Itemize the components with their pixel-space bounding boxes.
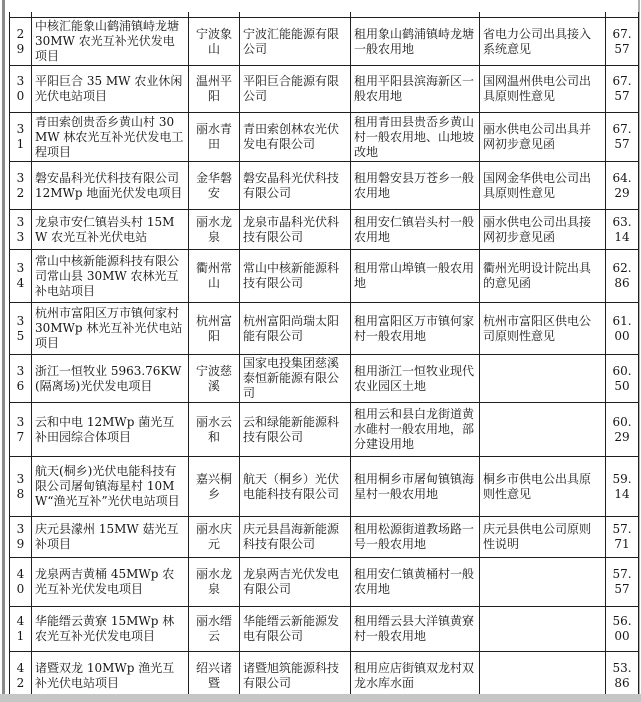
table-row	[10, 210, 639, 250]
region-cell: 丽水缙云	[189, 607, 240, 652]
land-use-cell: 租用应店街镇双龙村双龙水库水面	[351, 652, 480, 700]
land-use-cell: 租用云和县白龙街道黄水碓村一般农用地，部分建设用地	[351, 403, 480, 457]
table-row	[10, 457, 639, 517]
score-cell: 57.71	[606, 517, 639, 558]
project-name-cell: 诸暨双龙 10MWp 渔光互补光伏电站项目	[32, 652, 189, 700]
table-row	[10, 652, 639, 700]
row-number-cell: 42	[10, 652, 32, 700]
row-number-cell: 30	[10, 66, 32, 113]
pv-project-ranking-table	[9, 12, 639, 700]
company-cell: 庆元县昌海新能源科技有限公司	[240, 517, 351, 558]
company-cell: 云和绿能新能源科技有限公司	[240, 403, 351, 457]
project-name-cell: 龙泉市安仁镇岩头村 15MW 农光互补光伏电站	[32, 210, 189, 250]
table-row	[10, 558, 639, 607]
grid-opinion-cell: 国网金华供电公司出具原则性意见	[480, 162, 606, 210]
table-row	[10, 18, 639, 66]
table-row	[10, 607, 639, 652]
project-name-cell: 龙泉两吉黄桶 45MWp 农光互补光伏发电项目	[32, 558, 189, 607]
land-use-cell: 租用安仁镇岩头村一般农用地	[351, 210, 480, 250]
score-cell: 59.14	[606, 457, 639, 517]
table-row	[10, 355, 639, 403]
score-cell: 62.86	[606, 250, 639, 303]
score-cell: 60.29	[606, 403, 639, 457]
region-cell: 绍兴诸暨	[189, 652, 240, 700]
company-cell: 国家电投集团慈溪泰恒新能源有限公司	[240, 355, 351, 403]
score-cell: 67.57	[606, 113, 639, 162]
project-name-cell: 平阳巨合 35 MW 农业休闲光伏电站项目	[32, 66, 189, 113]
project-name-cell: 华能缙云黄寮 15MWp 林农光互补光伏发电项目	[32, 607, 189, 652]
grid-opinion-cell: 丽水供电公司出具接网初步意见函	[480, 210, 606, 250]
region-cell: 宁波慈溪	[189, 355, 240, 403]
project-name-cell: 云和中电 12MWp 菌光互补田园综合体项目	[32, 403, 189, 457]
grid-opinion-cell	[480, 652, 606, 700]
score-cell: 56.00	[606, 607, 639, 652]
region-cell: 宁波象山	[189, 18, 240, 66]
score-cell: 53.86	[606, 652, 639, 700]
land-use-cell: 租用安仁镇黄桶村一般农用地	[351, 558, 480, 607]
region-cell: 丽水庆元	[189, 517, 240, 558]
land-use-cell: 租用象山鹤浦镇峙龙塘一般农用地	[351, 18, 480, 66]
grid-opinion-cell: 丽水供电公司出具并网初步意见函	[480, 113, 606, 162]
score-cell: 63.14	[606, 210, 639, 250]
table-row	[10, 303, 639, 355]
grid-opinion-cell: 庆元县供电公司原则性说明	[480, 517, 606, 558]
grid-opinion-cell	[480, 607, 606, 652]
grid-opinion-cell: 杭州市富阳区供电公司原则性意见	[480, 303, 606, 355]
region-cell: 杭州富阳	[189, 303, 240, 355]
grid-opinion-cell	[480, 355, 606, 403]
row-number-cell: 37	[10, 403, 32, 457]
row-number-cell: 32	[10, 162, 32, 210]
company-cell: 磐安晶科光伏科技有限公司	[240, 162, 351, 210]
project-name-cell: 航天(桐乡)光伏电能科技有限公司屠甸镇海星村 10MW“渔光互补”光伏电站项目	[32, 457, 189, 517]
row-number-cell: 34	[10, 250, 32, 303]
project-name-cell: 浙江一恒牧业 5963.76KW(隔离场)光伏发电项目	[32, 355, 189, 403]
region-cell: 丽水龙泉	[189, 210, 240, 250]
project-name-cell: 杭州市富阳区万市镇何家村 30MWp 林光互补光伏电站项目	[32, 303, 189, 355]
table-body	[10, 12, 639, 700]
page-edge-bottom	[0, 694, 641, 702]
row-number-cell: 35	[10, 303, 32, 355]
land-use-cell: 租用青田县贵岙乡黄山村一般农用地、山地坡改地	[351, 113, 480, 162]
grid-opinion-cell: 国网温州供电公司出具原则性意见	[480, 66, 606, 113]
land-use-cell: 租用松源街道教场路一号一般农用地	[351, 517, 480, 558]
land-use-cell: 租用浙江一恒牧业现代农业园区土地	[351, 355, 480, 403]
project-name-cell: 磐安晶科光伏科技有限公司 12MWp 地面光伏发电项目	[32, 162, 189, 210]
table-row	[10, 162, 639, 210]
grid-opinion-cell	[480, 403, 606, 457]
company-cell: 华能缙云新能源发电有限公司	[240, 607, 351, 652]
region-cell: 温州平阳	[189, 66, 240, 113]
grid-opinion-cell: 衢州光明设计院出具的意见函	[480, 250, 606, 303]
score-cell: 64.29	[606, 162, 639, 210]
region-cell: 嘉兴桐乡	[189, 457, 240, 517]
row-number-cell: 39	[10, 517, 32, 558]
company-cell: 诸暨旭筑能源科技有限公司	[240, 652, 351, 700]
company-cell: 龙泉市晶科光伏科技有限公司	[240, 210, 351, 250]
grid-opinion-cell	[480, 558, 606, 607]
grid-opinion-cell: 桐乡市供电公出具原则性意见	[480, 457, 606, 517]
project-name-cell: 常山中核新能源科技有限公司常山县 30MW 农林光互补电站项目	[32, 250, 189, 303]
row-number-cell: 36	[10, 355, 32, 403]
table-row	[10, 403, 639, 457]
project-name-cell: 中核汇能象山鹤浦镇峙龙塘 30MW 农光互补光伏发电项目	[32, 18, 189, 66]
land-use-cell: 租用桐乡市屠甸镇镇海星村一般农用地	[351, 457, 480, 517]
table-row	[10, 66, 639, 113]
land-use-cell: 租用富阳区万市镇何家村一般农用地	[351, 303, 480, 355]
score-cell: 67.57	[606, 66, 639, 113]
row-number-cell: 38	[10, 457, 32, 517]
score-cell: 60.50	[606, 355, 639, 403]
project-name-cell: 青田索创贵岙乡黄山村 30MW 林农光互补光伏发电工程项目	[32, 113, 189, 162]
region-cell: 金华磐安	[189, 162, 240, 210]
project-name-cell: 庆元县濛州 15MW 菇光互补项目	[32, 517, 189, 558]
table-row	[10, 250, 639, 303]
row-number-cell: 41	[10, 607, 32, 652]
grid-opinion-cell: 省电力公司出具接入系统意见	[480, 18, 606, 66]
row-number-cell: 33	[10, 210, 32, 250]
land-use-cell: 租用缙云县大洋镇黄寮村一般农用地	[351, 607, 480, 652]
company-cell: 航天（桐乡）光伏电能科技有限公司	[240, 457, 351, 517]
row-number-cell: 29	[10, 18, 32, 66]
row-number-cell: 40	[10, 558, 32, 607]
region-cell: 衢州常山	[189, 250, 240, 303]
company-cell: 青田索创林农光伏发电有限公司	[240, 113, 351, 162]
land-use-cell: 租用平阳县滨海新区一般农用地	[351, 66, 480, 113]
table-row	[10, 517, 639, 558]
page-edge-shadow-left	[2, 0, 5, 694]
score-cell: 57.57	[606, 558, 639, 607]
company-cell: 宁波汇能能源有限公司	[240, 18, 351, 66]
score-cell: 61.00	[606, 303, 639, 355]
score-cell: 67.57	[606, 18, 639, 66]
company-cell: 龙泉两吉光伏发电有限公司	[240, 558, 351, 607]
company-cell: 杭州富阳尚瑞太阳能有限公司	[240, 303, 351, 355]
land-use-cell: 租用磐安县万苍乡一般农用地	[351, 162, 480, 210]
company-cell: 常山中核新能源科技有限公司	[240, 250, 351, 303]
table-row	[10, 113, 639, 162]
company-cell: 平阳巨合能源有限公司	[240, 66, 351, 113]
land-use-cell: 租用常山埠镇一般农用地	[351, 250, 480, 303]
region-cell: 丽水云和	[189, 403, 240, 457]
region-cell: 丽水龙泉	[189, 558, 240, 607]
row-number-cell: 31	[10, 113, 32, 162]
region-cell: 丽水青田	[189, 113, 240, 162]
